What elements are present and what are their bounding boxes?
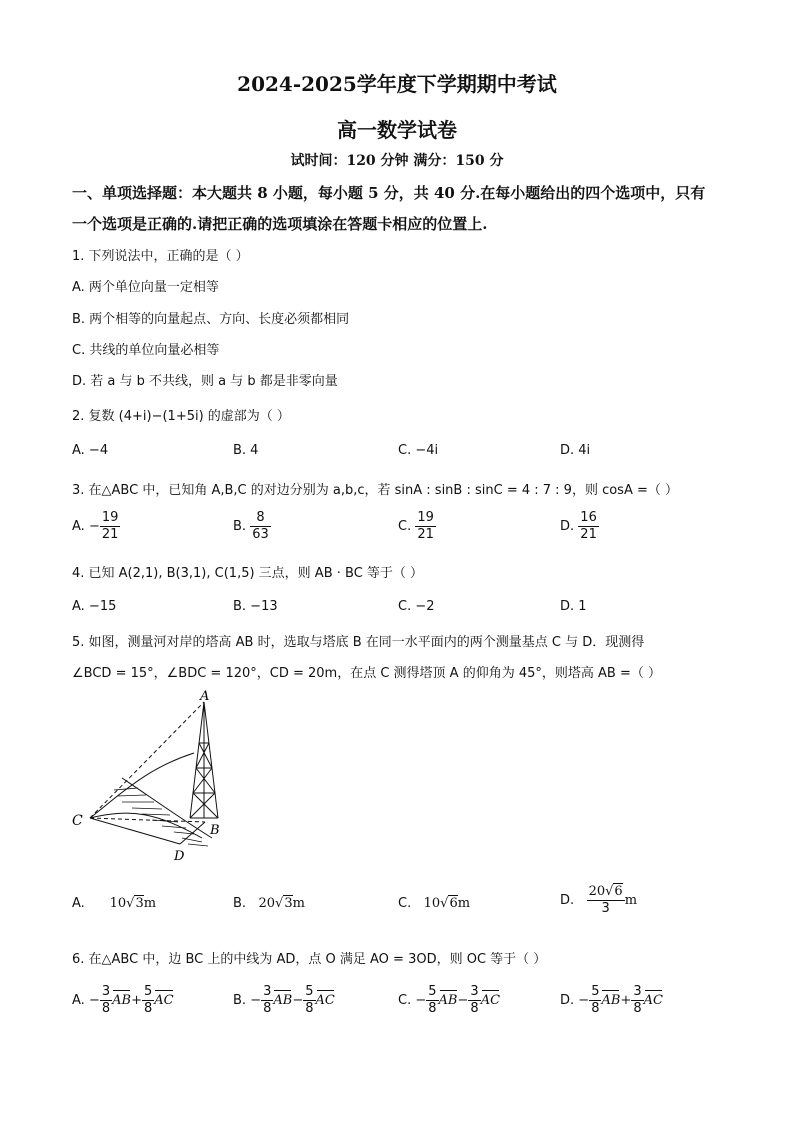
option-label: D. bbox=[560, 519, 575, 534]
numerator-2: 5 bbox=[143, 984, 153, 999]
vector-1: AB bbox=[112, 993, 132, 1008]
option-radicand: 6 bbox=[614, 884, 623, 899]
option-coef: 10 bbox=[423, 896, 441, 911]
sign-1: − bbox=[578, 993, 590, 1008]
q6-option-b[interactable] bbox=[233, 984, 335, 1017]
denominator-2: 8 bbox=[305, 1001, 314, 1016]
numerator-2: 5 bbox=[305, 984, 314, 999]
label-d: D bbox=[174, 849, 185, 864]
option-label: B. bbox=[233, 896, 247, 911]
baseline-cb bbox=[90, 818, 205, 822]
q4-option-d[interactable]: D. 1 bbox=[560, 599, 587, 614]
fraction-denominator: 3 bbox=[601, 901, 610, 916]
q6-stem: 6. 在△ABC 中，边 BC 上的中线为 AD，点 O 满足 AO = 3OD，则 OC 等于（ ） bbox=[72, 952, 547, 967]
option-label: D. bbox=[560, 993, 575, 1008]
sign-1: − bbox=[88, 993, 100, 1008]
vector-1: AB bbox=[273, 993, 293, 1008]
fraction-denominator: 21 bbox=[417, 527, 434, 542]
section-instruction-line2: 一个选项是正确的.请把正确的选项填涂在答题卡相应的位置上. bbox=[72, 215, 488, 233]
option-label: B. bbox=[233, 993, 247, 1008]
option-label: A. bbox=[72, 896, 85, 911]
option-label: C. bbox=[398, 896, 412, 911]
label-b: B bbox=[210, 823, 220, 838]
q2-option-c[interactable]: C. −4i bbox=[398, 443, 439, 458]
fraction-2 bbox=[142, 984, 154, 1017]
denominator-2: 8 bbox=[633, 1001, 642, 1016]
option-label: A. bbox=[72, 993, 85, 1008]
label-a: A bbox=[200, 689, 210, 704]
river-hatching bbox=[114, 788, 208, 846]
sign-2: + bbox=[620, 993, 632, 1008]
option-label: D. bbox=[560, 893, 575, 908]
fraction-denominator: 21 bbox=[101, 527, 119, 542]
fraction-denominator: 21 bbox=[580, 527, 597, 542]
q5-option-d[interactable] bbox=[560, 884, 637, 917]
option-fraction bbox=[415, 510, 436, 543]
tower bbox=[190, 702, 218, 818]
option-label: B. bbox=[233, 519, 247, 534]
option-unit: m bbox=[624, 893, 638, 908]
fraction-2 bbox=[631, 984, 643, 1017]
vector-1: AB bbox=[601, 993, 621, 1008]
q3-option-b[interactable] bbox=[233, 510, 271, 543]
fraction-1 bbox=[100, 984, 112, 1017]
sign-1: − bbox=[250, 993, 262, 1008]
fraction-numerator: 8 bbox=[250, 510, 271, 527]
q2-option-d[interactable]: D. 4i bbox=[560, 443, 591, 458]
option-label: C. bbox=[398, 519, 412, 534]
q2-stem: 2. 复数 (4+i)−(1+5i) 的虚部为（ ） bbox=[72, 409, 290, 424]
option-fraction bbox=[578, 510, 599, 543]
fraction-1 bbox=[589, 984, 601, 1017]
q5-option-a[interactable]: A. 10√3m bbox=[72, 896, 157, 911]
section-instruction-line1: 一、单项选择题：本大题共 8 小题，每小题 5 分，共 40 分.在每小题给出的四个选项中，只有 bbox=[72, 184, 706, 202]
fraction-numerator: 19 bbox=[101, 510, 119, 525]
denominator-1: 8 bbox=[591, 1001, 600, 1016]
option-unit: m bbox=[457, 896, 471, 911]
q5-option-c[interactable]: C. 10√6m bbox=[398, 896, 471, 911]
option-coef: 20 bbox=[258, 896, 276, 911]
sight-line-ca bbox=[90, 702, 204, 818]
q1-option-d[interactable]: D. 若 a 与 b 不共线，则 a 与 b 都是非零向量 bbox=[72, 374, 338, 389]
fraction-2 bbox=[303, 984, 315, 1017]
denominator-2: 8 bbox=[143, 1001, 153, 1016]
sign-2: − bbox=[292, 993, 304, 1008]
q1-option-a[interactable]: A. 两个单位向量一定相等 bbox=[72, 280, 219, 295]
q1-option-c[interactable]: C. 共线的单位向量必相等 bbox=[72, 343, 220, 358]
q3-option-c[interactable] bbox=[398, 510, 436, 543]
q1-stem: 1. 下列说法中，正确的是（ ） bbox=[72, 249, 249, 264]
numerator-1: 5 bbox=[591, 984, 600, 999]
option-label: A. bbox=[72, 519, 85, 534]
option-fraction bbox=[250, 510, 271, 543]
vector-1: AB bbox=[438, 993, 458, 1008]
fraction-denominator: 63 bbox=[252, 527, 269, 542]
numerator-1: 5 bbox=[428, 984, 437, 999]
option-coef: 10 bbox=[109, 896, 127, 911]
q6-option-c[interactable] bbox=[398, 984, 500, 1017]
fraction-numerator: 16 bbox=[580, 510, 597, 525]
exam-title: 2024-2025学年度下学期期中考试 bbox=[237, 72, 557, 96]
numerator-1: 3 bbox=[101, 984, 111, 999]
vector-2: AC bbox=[643, 993, 663, 1008]
denominator-1: 8 bbox=[101, 1001, 111, 1016]
q3-stem: 3. 在△ABC 中，已知角 A,B,C 的对边分别为 a,b,c，若 sinA : sinB : sinC = 4 : 7 : 9，则 cosA =（ ） bbox=[72, 483, 679, 498]
vector-2: AC bbox=[154, 993, 174, 1008]
denominator-1: 8 bbox=[428, 1001, 437, 1016]
q5-stem-line1: 5. 如图，测量河对岸的塔高 AB 时，选取与塔底 B 在同一水平面内的两个测量基点 C 与 D．现测得 bbox=[72, 635, 645, 650]
option-radicand: 3 bbox=[284, 896, 293, 911]
fraction-2 bbox=[468, 984, 480, 1017]
denominator-2: 8 bbox=[470, 1001, 479, 1016]
q2-option-b[interactable]: B. 4 bbox=[233, 443, 259, 458]
q6-option-d[interactable] bbox=[560, 984, 663, 1017]
q4-option-a[interactable]: A. −15 bbox=[72, 599, 117, 614]
q5-stem-line2: ∠BCD = 15°，∠BDC = 120°，CD = 20m，在点 C 测得塔顶 A 的仰角为 45°，则塔高 AB =（ ） bbox=[72, 666, 661, 681]
exam-subtitle: 高一数学试卷 bbox=[337, 118, 457, 142]
option-fraction: $\frac{20√6}{3}$ bbox=[588, 884, 623, 916]
option-sign: − bbox=[88, 519, 100, 534]
q6-option-a[interactable] bbox=[72, 984, 174, 1017]
sign-2: − bbox=[457, 993, 469, 1008]
q3-option-a[interactable] bbox=[72, 510, 120, 543]
q3-option-d[interactable] bbox=[560, 510, 599, 543]
numerator-1: 3 bbox=[263, 984, 272, 999]
vector-2: AC bbox=[315, 993, 335, 1008]
numerator-2: 3 bbox=[633, 984, 642, 999]
q4-option-b[interactable]: B. −13 bbox=[233, 599, 278, 614]
q1-option-b[interactable]: B. 两个相等的向量起点、方向、长度必须都相同 bbox=[72, 312, 350, 327]
fraction-numerator: 19 bbox=[417, 510, 434, 525]
q4-option-c[interactable]: C. −2 bbox=[398, 599, 435, 614]
q4-stem: 4. 已知 A(2,1), B(3,1), C(1,5) 三点，则 AB · BC 等于（ ） bbox=[72, 566, 424, 581]
fraction-1 bbox=[426, 984, 438, 1017]
sign-1: − bbox=[415, 993, 427, 1008]
label-c: C bbox=[72, 813, 83, 829]
vector-2: AC bbox=[480, 993, 501, 1008]
q5-tower-figure bbox=[62, 688, 232, 868]
option-unit: m bbox=[143, 896, 157, 911]
sign-2: + bbox=[131, 993, 142, 1008]
option-radicand: 3 bbox=[135, 896, 144, 911]
option-fraction bbox=[100, 510, 121, 543]
q5-option-b[interactable]: B. 20√3m bbox=[233, 896, 305, 911]
exam-info: 试时间：120 分钟 满分：150 分 bbox=[290, 153, 504, 169]
numerator-2: 3 bbox=[470, 984, 479, 999]
option-radicand: 6 bbox=[449, 896, 458, 911]
option-label: C. bbox=[398, 993, 412, 1008]
q2-option-a[interactable]: A. −4 bbox=[72, 443, 109, 458]
option-coef: 20 bbox=[588, 884, 606, 899]
denominator-1: 8 bbox=[263, 1001, 272, 1016]
fraction-1 bbox=[261, 984, 273, 1017]
option-unit: m bbox=[292, 896, 305, 911]
baseline-cd bbox=[90, 818, 180, 844]
